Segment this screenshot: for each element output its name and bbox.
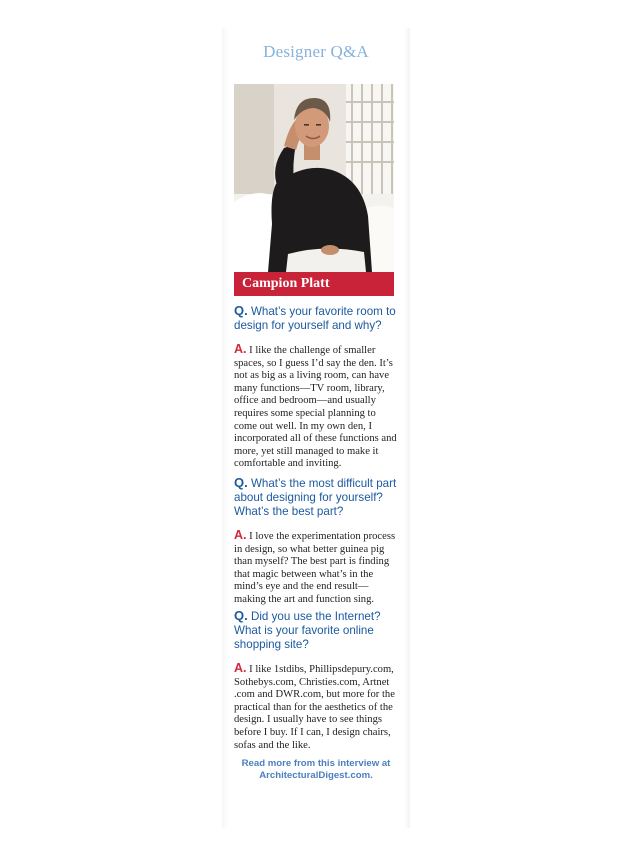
answer-marker: A. [234,342,247,356]
qa-item-2 [234,476,398,607]
question-text: Did you use the Internet? What is your favorite online shopping site? [234,610,381,651]
portrait-photo [234,84,394,272]
answer-marker: A. [234,528,247,542]
question-marker: Q. [234,303,248,318]
qa-column [222,28,410,828]
read-more-link[interactable] [222,758,410,782]
answer-text: I like the challenge of smaller spaces, so I guess I’d say the den. It’s not as big as a living room, can have many functions—TV room, library, office and bedroom—and usually requires some special planning to come out well. In my own den, I incorporated all of these functions and more, yet still managed to make it comfortable and inviting. [234,345,397,470]
answer-1 [234,343,398,471]
answer-2 [234,529,398,607]
answer-3 [234,662,398,752]
portrait-illustration [234,84,394,272]
read-more-line-1: Read more from this interview at [241,758,391,769]
section-title: Designer Q&A [263,42,369,61]
read-more-line-2: ArchitecturalDigest.com. [259,770,373,781]
question-text: What’s the most difficult part about designing for yourself? What’s the best part? [234,477,397,518]
answer-text: I like 1stdibs, Phillipsdepury.com, Sothebys.com, Christies.com, Artnet .com and DWR.com, but more for the practical than for the aesthetics of the design. I usually have to see things before I buy. If I can, I design chairs, sofas and the like. [234,664,395,751]
name-banner [234,272,394,296]
question-marker: Q. [234,475,248,490]
answer-text: I love the experimentation process in design, so what better guinea pig than myself? The best part is finding that magic between what’s in the mind’s eye and the end result—making the art and function sing. [234,531,396,605]
qa-item-3 [234,609,398,752]
qa-item-1 [234,304,398,471]
question-1 [234,304,398,333]
answer-marker: A. [234,661,247,675]
question-text: What’s your favorite room to design for yourself and why? [234,305,396,332]
question-3 [234,609,398,652]
question-marker: Q. [234,608,248,623]
question-2 [234,476,398,519]
interviewee-name: Campion Platt [242,276,330,291]
